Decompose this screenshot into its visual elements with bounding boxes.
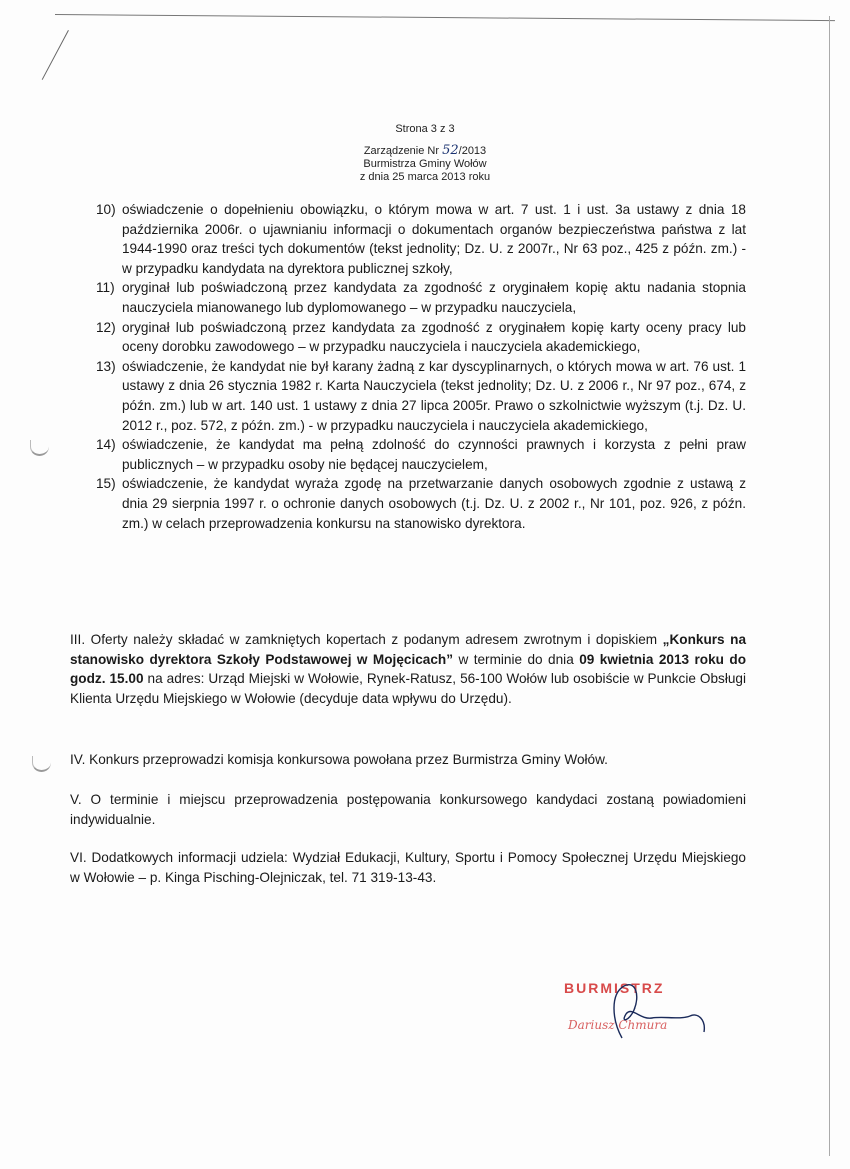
section-v-paragraph: V. O terminie i miejscu przeprowadzenia postępowania konkursowego kandydaci zostaną powiadomieni indywidualnie. [70,792,746,827]
punch-hole-mark [30,440,49,456]
paper-top-edge [55,14,835,21]
list-item-number: 12) [96,319,116,335]
handwritten-signature [560,980,720,1042]
list-item [96,278,746,317]
list-item-text: oświadczenie, że kandydat nie był karany żadną z kar dyscyplinarnych, o których mowa w art. 76 ust. 1 ustawy z dnia 26 stycznia 1982 r. Karta Nauczyciela (tekst jednolity; Dz. U. z 2006 r., Nr 97 poz., 674, z późn. zm.) lub w art. 140 ust. 1 ustawy z dnia 27 lipca 2005r. Prawo o szkolnictwie wyższym (t.j. Dz. U. 2012 r., poz. 572, z późn. zm.) - w przypadku nauczyciela i nauczyciela akademickiego, [122,358,746,433]
stamp-name: Dariusz Chmura [568,1018,668,1032]
list-item-number: 14) [96,437,116,453]
list-item-number: 15) [96,476,116,492]
decree-suffix: /2013 [458,145,487,157]
decree-issuer: Burmistrza Gminy Wołów [363,158,487,170]
list-item [96,474,746,533]
section-iv-paragraph: IV. Konkurs przeprowadzi komisja konkursowa powołana przez Burmistrza Gminy Wołów. [70,752,608,767]
section-iii-text: w terminie do dnia [453,651,580,667]
page-number: Strona 3 z 3 [395,123,455,135]
punch-hole-mark [32,756,51,772]
deadline-bold: 09 kwietnia 2013 roku do godz. 15.00 [70,651,747,687]
decree-line [0,144,850,158]
list-item-text: oryginał lub poświadczoną przez kandydata za zgodność z oryginałem kopię karty oceny pracy lub oceny dorobku zawodowego – w przypadku nauczyciela i nauczyciela akademickiego, [122,319,746,355]
mayor-stamp [560,980,720,1040]
document-header [0,123,850,184]
list-item-number: 10) [96,202,116,217]
section-vi-paragraph: VI. Dodatkowych informacji udziela: Wydział Edukacji, Kultury, Sportu i Pomocy Społecznej Urzędu Miejskiego w Wołowie – p. Kinga Pisching-Olejniczak, tel. 71 319-13-43. [70,850,746,885]
list-item-text: oryginał lub poświadczoną przez kandydata za zgodność z oryginałem kopię aktu nadania stopnia nauczyciela mianowanego lub dyplomowanego – w przypadku nauczyciela, [122,280,746,315]
section-iii-text: na adres: Urząd Miejski w Wołowie, Rynek-Ratusz, 56-100 Wołów lub osobiście w Punkcie Obsługi Klienta Urzędu Miejskiego w Wołowie (decyduje data wpływu do Urzędu). [70,671,747,706]
list-item-number: 11) [96,280,115,296]
requirements-list [96,200,746,533]
stamp-title: BURMISTRZ [564,980,665,996]
decree-date: z dnia 25 marca 2013 roku [359,171,491,183]
list-item [96,200,746,278]
list-item-text: oświadczenie, że kandydat wyraża zgodę na przetwarzanie danych osobowych zgodnie z ustawą z dnia 29 sierpnia 1997 r. o ochronie danych osobowych (t.j. Dz. U. z 2002 r., Nr 101, poz. 926, z późn. zm.) w celach przeprowadzenia konkursu na stanowisko dyrektora. [122,476,746,531]
list-item-text: oświadczenie, że kandydat ma pełną zdolność do czynności prawnych i korzysta z pełni praw publicznych – w przypadku osoby nie będącej nauczycielem, [122,437,746,472]
folded-corner [42,30,69,80]
list-item-text: oświadczenie o dopełnieniu obowiązku, o którym mowa w art. 7 ust. 1 i ust. 3a ustawy z dnia 18 października 2006r. o ujawnianiu informacji o dokumentach organów bezpieczeństwa państwa z lat 1944-1990 oraz treści tych dokumentów (tekst jednolity; Dz. U. z 2007r., Nr 63 poz., 425 z późn. zm.) - w przypadku kandydata na dyrektora publicznej szkoły, [122,202,746,276]
paper-right-edge [829,16,830,1156]
list-item-number: 13) [96,358,116,374]
list-item [96,357,746,435]
section-iii-paragraph [70,630,746,708]
list-item [96,435,746,474]
decree-prefix: Zarządzenie Nr [363,145,440,157]
list-item [96,318,746,357]
contest-title-bold: „Konkurs na stanowisko dyrektora Szkoły Podstawowej w Mojęcicach” [70,632,747,667]
section-iii-text: III. Oferty należy składać w zamkniętych kopertach z podanym adresem zwrotnym i dopiskiem [70,632,663,647]
decree-number-handwritten: 52 [442,143,459,158]
